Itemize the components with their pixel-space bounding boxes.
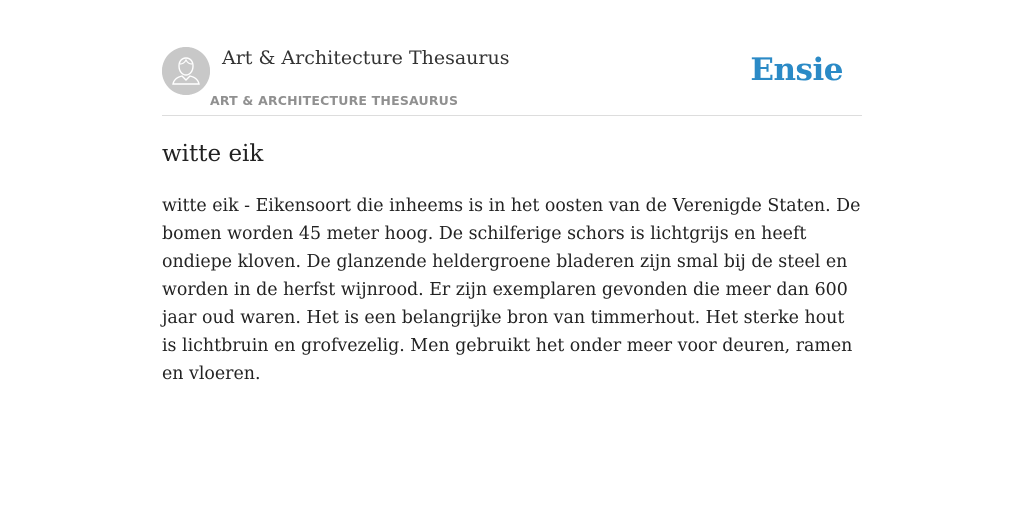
user-outline-icon	[162, 47, 210, 95]
term-definition: witte eik - Eikensoort die inheems is in het oosten van de Verenigde Staten. De bomen worden 45 meter hoog. De schilferige schors is lichtgrijs en heeft ondiepe kloven. De glanzende heldergroene bladeren zijn smal bij de steel en worden in de herfst wijnrood. Er zijn exemplaren gevonden die meer dan 600 jaar oud waren. Het is een belangrijke bron van timmerhout. Het sterke hout is lichtbruin en grofvezelig. Men gebruikt het onder meer voor deuren, ramen en vloeren.	[162, 196, 861, 384]
source-header	[162, 0, 862, 116]
source-subtitle[interactable]: ART & ARCHITECTURE THESAURUS	[210, 93, 459, 108]
content-container	[162, 0, 862, 384]
term-title: witte eik	[162, 141, 264, 167]
source-title[interactable]: Art & Architecture Thesaurus	[222, 47, 510, 69]
ensie-logo-link[interactable]: Ensie	[750, 52, 843, 88]
source-avatar[interactable]	[162, 47, 210, 95]
